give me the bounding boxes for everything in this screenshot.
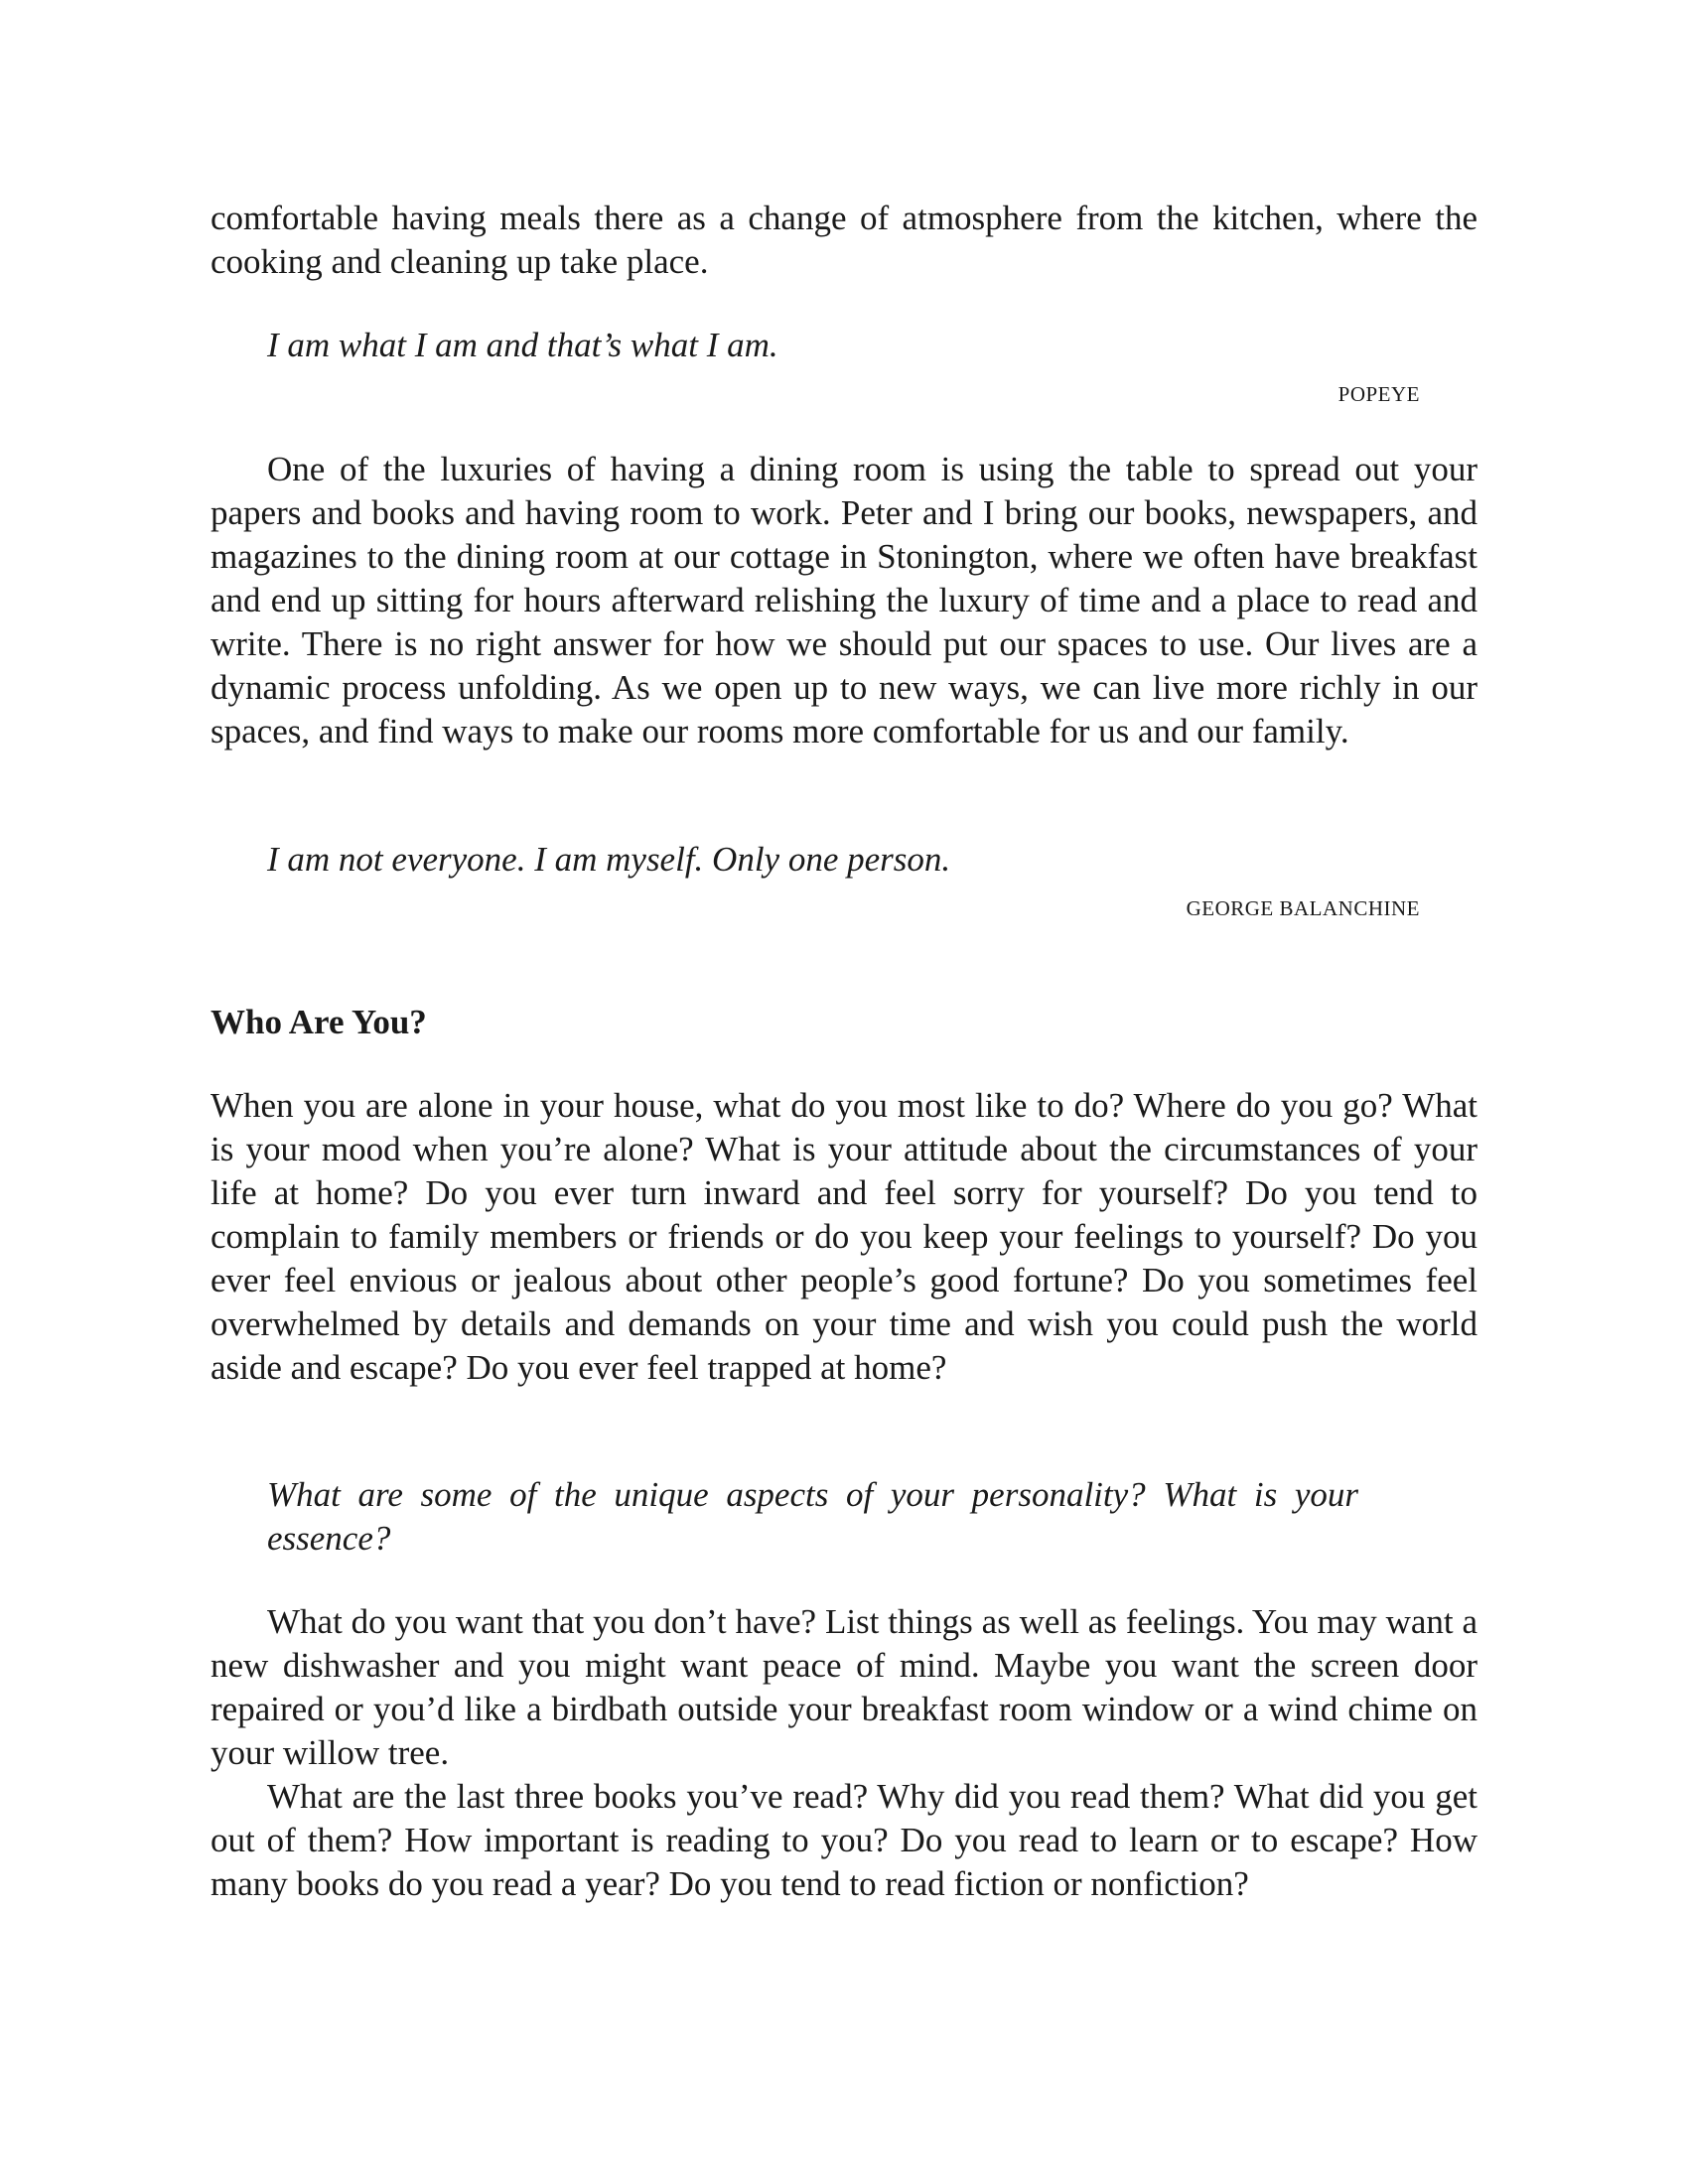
epigraph-block (211, 324, 1477, 367)
section-heading-block (211, 1001, 1477, 1044)
epigraph-attribution-block (211, 895, 1477, 921)
paragraph: What do you want that you don’t have? List things as well as feelings. You may want a new dishwasher and you might want peace of mind. Maybe you want the screen door repaired or you’d like a birdbath outside your breakfast room window or a wind chime on your willow tree. (211, 1602, 1477, 1772)
epigraph-quote: I am what I am and that’s what I am. (267, 326, 778, 364)
paragraph: One of the luxuries of having a dining room is using the table to spread out your papers and books and having room to work. Peter and I bring our books, newspapers, and magazines to the dining room at our cottage in Stonington, where we often have breakfast and end up sitting for hours afterward relishing the luxury of time and a place to read and write. There is no right answer for how we should put our spaces to use. Our lives are a dynamic process unfolding. As we open up to new ways, we can live more richly in our spaces, and find ways to make our rooms more comfortable for us and our family. (211, 450, 1477, 751)
epigraph-attribution: GEORGE BALANCHINE (1186, 896, 1420, 920)
paragraph: What are the last three books you’ve read? Why did you read them? What did you get out of them? How important is reading to you? Do you read to learn or to escape? How many books do you read a year? Do you tend to read fiction or nonfiction? (211, 1777, 1477, 1903)
paragraph-continued: comfortable having meals there as a change of atmosphere from the kitchen, where the cooking and cleaning up take place. (211, 199, 1477, 281)
section-heading: Who Are You? (211, 1003, 427, 1041)
question-block (211, 1473, 1477, 1561)
paragraph: When you are alone in your house, what do you most like to do? Where do you go? What is your mood when you’re alone? What is your attitude about the circumstances of your life at home? Do you ever turn inward and feel sorry for yourself? Do you tend to complain to family members or friends or do you keep your feelings to yourself? Do you ever feel envious or jealous about other people’s good fortune? Do you sometimes feel overwhelmed by details and demands on your time and wish you could push the world aside and escape? Do you ever feel trapped at home? (211, 1086, 1477, 1387)
body-paragraph (211, 1600, 1477, 1906)
epigraph-attribution: POPEYE (1337, 382, 1420, 406)
body-paragraph (211, 1084, 1477, 1390)
body-paragraph (211, 197, 1477, 284)
epigraph-attribution-block (211, 381, 1477, 407)
epigraph-quote: I am not everyone. I am myself. Only one person. (267, 840, 951, 879)
body-paragraph (211, 448, 1477, 753)
epigraph-block (211, 838, 1477, 882)
italic-question: What are some of the unique aspects of your personality? What is your essence? (267, 1475, 1358, 1558)
